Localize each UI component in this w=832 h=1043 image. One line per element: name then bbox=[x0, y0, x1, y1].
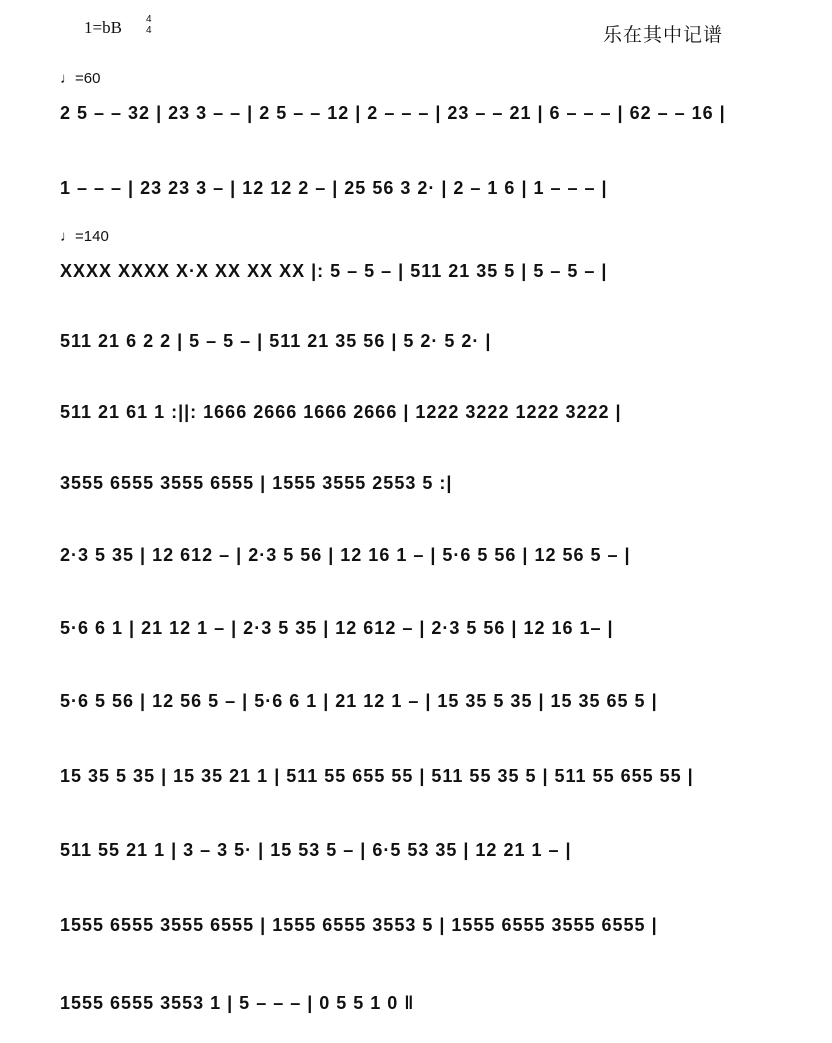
score-line-10 bbox=[60, 748, 772, 798]
score-line-11 bbox=[60, 822, 772, 872]
key-signature: 1=bB bbox=[84, 18, 122, 37]
score-line-notes: 1 – – – | 23 23 3 – | 12 12 2 – | 25 56 3 2· | 2 – 1 6 | 1 – – – | bbox=[60, 178, 608, 198]
score-line-notes: 1555 6555 3555 6555 | 1555 6555 3553 5 | 1555 6555 3555 6555 | bbox=[60, 915, 658, 935]
score-line-4 bbox=[60, 313, 772, 363]
score-line-12 bbox=[60, 897, 772, 947]
score-line-notes: 15 35 5 35 | 15 35 21 1 | 511 55 655 55 | 511 55 35 5 | 511 55 655 55 | bbox=[60, 766, 694, 786]
score-line-7 bbox=[60, 527, 772, 577]
score-line-notes: 2·3 5 35 | 12 612 – | 2·3 5 56 | 12 16 1 – | 5·6 5 56 | 12 56 5 – | bbox=[60, 545, 631, 565]
meter-top: 4 bbox=[146, 14, 152, 25]
score-line-notes: XXXX XXXX X·X XX XX XX |: 5 – 5 – | 511 21 35 5 | 5 – 5 – | bbox=[60, 261, 608, 281]
score-line-notes: 5·6 5 56 | 12 56 5 – | 5·6 6 1 | 21 12 1 – | 15 35 5 35 | 15 35 65 5 | bbox=[60, 691, 658, 711]
score-line-notes: 511 21 6 2 2 | 5 – 5 – | 511 21 35 56 | 5 2· 5 2· | bbox=[60, 331, 492, 351]
score-line-notes: 5·6 6 1 | 21 12 1 – | 2·3 5 35 | 12 612 – | 2·3 5 56 | 12 16 1– | bbox=[60, 618, 614, 638]
score-line-2 bbox=[60, 160, 772, 210]
meter-bottom: 4 bbox=[146, 25, 152, 36]
score-line-notes: 511 21 61 1 :||: 1666 2666 1666 2666 | 1222 3222 1222 3222 | bbox=[60, 402, 622, 422]
score-line-notes: 2 5 – – 32 | 23 3 – – | 2 5 – – 12 | 2 – – – | 23 – – 21 | 6 – – – | 62 – – 16 | bbox=[60, 103, 726, 123]
score-line-notes: 511 55 21 1 | 3 – 3 5· | 15 53 5 – | 6·5 53 35 | 12 21 1 – | bbox=[60, 840, 572, 860]
tempo-marking-60: ♩=60 bbox=[60, 70, 101, 87]
tempo-marking-140: ♩=140 bbox=[60, 228, 109, 245]
score-line-9 bbox=[60, 673, 772, 723]
time-signature bbox=[146, 14, 152, 36]
score-line-3 bbox=[60, 243, 772, 293]
transcriber-credit: 乐在其中记谱 bbox=[603, 24, 724, 46]
score-line-notes: 3555 6555 3555 6555 | 1555 3555 2553 5 :| bbox=[60, 473, 453, 493]
score-line-1 bbox=[60, 85, 772, 135]
score-line-13 bbox=[60, 975, 772, 1025]
score-line-5 bbox=[60, 384, 772, 434]
score-line-8 bbox=[60, 600, 772, 650]
score-line-6 bbox=[60, 455, 772, 505]
score-line-notes: 1555 6555 3553 1 | 5 – – – | 0 5 5 1 0 ‖ bbox=[60, 993, 415, 1013]
